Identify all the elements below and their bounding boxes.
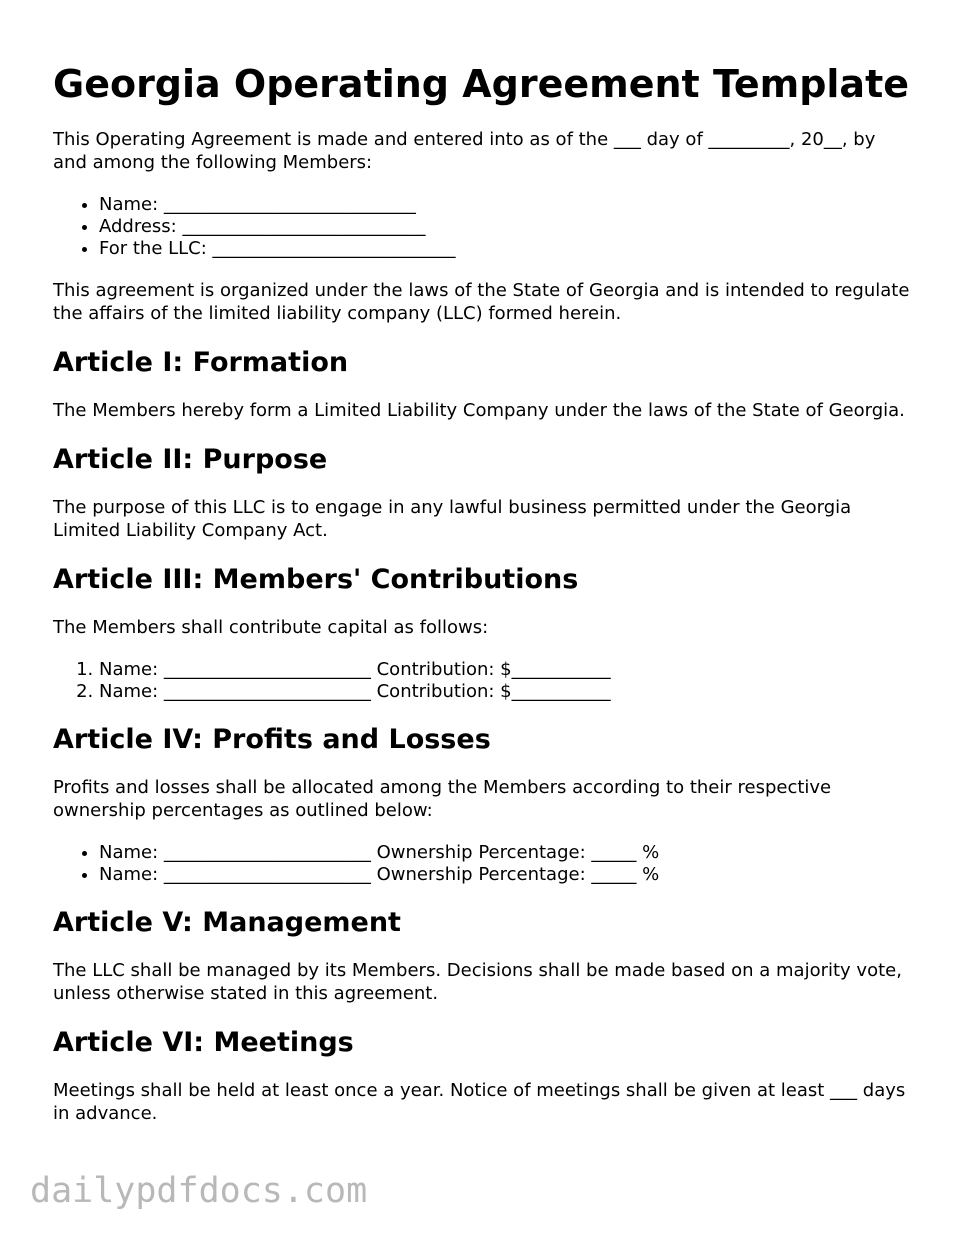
article-formation-heading: Article I: Formation <box>53 346 349 378</box>
article-purpose-text: The purpose of this LLC is to engage in any lawful business permitted under the Georgia Limited Liability Company Act. <box>53 496 852 541</box>
article-management-text: The LLC shall be managed by its Members. Decisions shall be made based on a majority vote, unless otherwise stated in this agreement. <box>53 960 902 1005</box>
article-meetings-heading: Article VI: Meetings <box>53 1027 354 1059</box>
article-purpose-heading: Article II: Purpose <box>53 443 328 475</box>
member-address-field: • Address: ___________________________ <box>99 216 913 238</box>
article-contributions-text: The Members shall contribute capital as follows: <box>53 616 489 638</box>
member-fields-list <box>53 194 913 260</box>
document-page <box>53 62 913 1125</box>
article-management-heading: Article V: Management <box>53 906 401 938</box>
article-profits-heading: Article IV: Profits and Losses <box>53 723 491 755</box>
contribution-item: 2. Name: _______________________ Contribution: $___________ <box>99 681 913 703</box>
article-formation-text: The Members hereby form a Limited Liability Company under the laws of the State of Georgia. <box>53 399 905 421</box>
article-profits-text: Profits and losses shall be allocated among the Members according to their respective ownership percentages as outlined below: <box>53 776 832 821</box>
governing-law-paragraph: This agreement is organized under the laws of the State of Georgia and is intended to regulate the affairs of the limited liability company (LLC) formed herein. <box>53 279 910 324</box>
ownership-item: • Name: _______________________ Ownership Percentage: _____ % <box>99 842 913 864</box>
intro-paragraph: This Operating Agreement is made and entered into as of the ___ day of _________, 20__, by and among the following Members: <box>53 128 876 173</box>
member-llc-field: • For the LLC: ___________________________ <box>99 238 913 260</box>
document-title: Georgia Operating Agreement Template <box>53 62 910 106</box>
article-meetings-text: Meetings shall be held at least once a year. Notice of meetings shall be given at least ___ days in advance. <box>53 1080 906 1125</box>
watermark: dailypdfdocs.com <box>30 1171 368 1211</box>
member-name-field: • Name: ____________________________ <box>99 194 913 216</box>
ownership-list <box>53 842 913 886</box>
ownership-item: • Name: _______________________ Ownership Percentage: _____ % <box>99 864 913 886</box>
article-contributions-heading: Article III: Members' Contributions <box>53 563 579 595</box>
contributions-list <box>53 659 913 703</box>
contribution-item: 1. Name: _______________________ Contribution: $___________ <box>99 659 913 681</box>
